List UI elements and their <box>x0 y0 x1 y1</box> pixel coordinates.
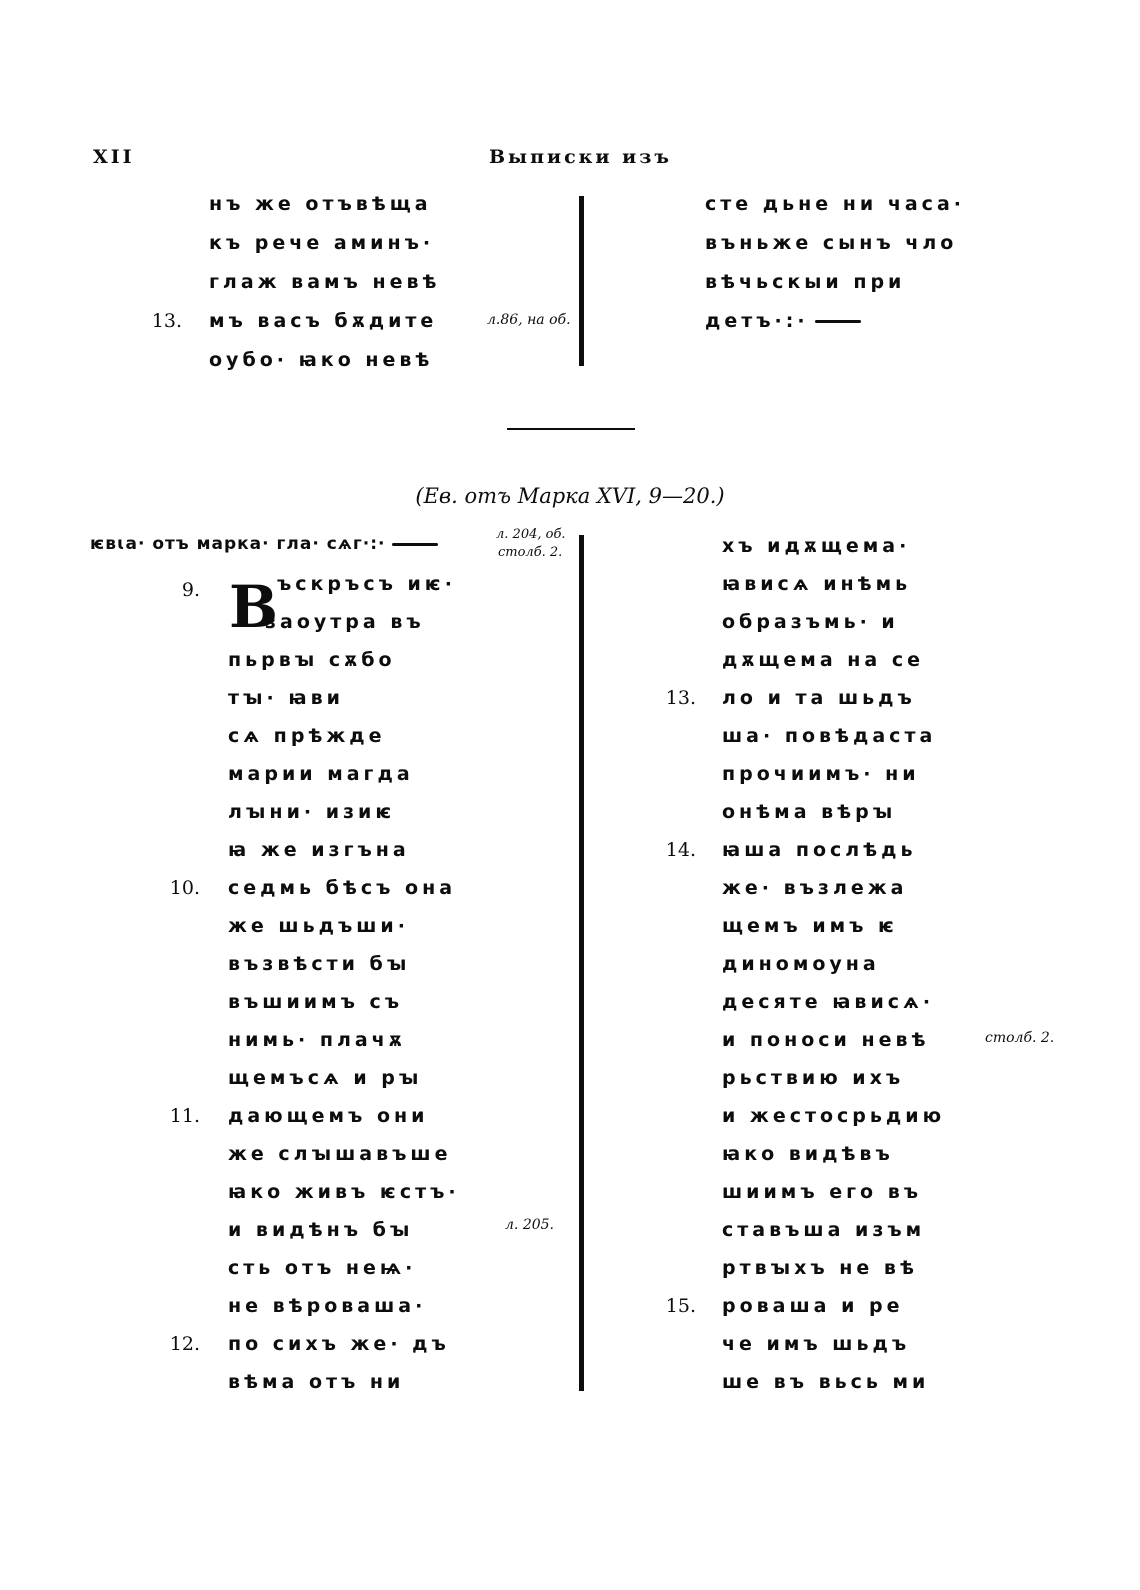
text-line: и видѣнъ бꙑ <box>228 1219 414 1241</box>
text-line: ставъша изъм <box>722 1219 926 1241</box>
text-line: же слꙑшавъше <box>228 1143 452 1165</box>
text-line: вѣма отъ ни <box>228 1371 405 1393</box>
text-line: ꙗко живъ ѥстъ· <box>228 1181 460 1203</box>
text-line: сть отъ неѩ· <box>228 1257 417 1279</box>
text-line: лꙑни· изиѥ <box>228 801 396 823</box>
verse-number: 10. <box>169 877 200 899</box>
text-line: седмь бѣсъ она <box>228 877 457 899</box>
text-line: и жестосрьдию <box>722 1105 946 1127</box>
text-line: възвѣсти бꙑ <box>228 953 411 975</box>
verse-number: 13. <box>665 687 696 709</box>
column-rule-top <box>579 196 584 366</box>
verse-number: 12. <box>169 1333 200 1355</box>
text-line: ъскръсъ иѥ· <box>277 573 456 595</box>
verse-number: 11. <box>169 1105 200 1127</box>
text-line: и поноси невѣ <box>722 1029 930 1051</box>
text-line: хъ идѫщема· <box>722 535 911 557</box>
text-line: ло и та шьдъ <box>722 687 916 709</box>
text-line: сѧ прѣжде <box>228 725 386 747</box>
text-line: дѫщема на се <box>722 649 924 671</box>
column-note: столб. 2. <box>498 545 563 560</box>
text-line: въшиимъ съ <box>228 991 404 1013</box>
verse-number: 13. <box>151 310 182 332</box>
text-line: не вѣроваша· <box>228 1295 427 1317</box>
text-line: ꙗ же изгъна <box>228 839 410 861</box>
text-line: мъ васъ бѫдите <box>209 310 438 332</box>
column-note: столб. 2. <box>985 1030 1055 1046</box>
section-divider <box>507 428 635 430</box>
text-line: детъ·:· <box>705 309 861 333</box>
text-line: щемъсѧ и рꙑ <box>228 1067 423 1089</box>
lection-heading: ѥвꙇа· отъ марка· гла· сѧг·:· <box>90 534 438 554</box>
top-left-column <box>209 192 469 372</box>
ornament-tail <box>815 320 861 323</box>
text-line: роваша и ре <box>722 1295 904 1317</box>
top-right-column <box>705 192 985 342</box>
text-line: шиимъ его въ <box>722 1181 923 1203</box>
text-line: въньже сынъ чло <box>705 232 958 254</box>
text-line: че имъ шьдъ <box>722 1333 911 1355</box>
text-line: образъмь· и <box>722 611 899 633</box>
verse-number: 9. <box>181 579 200 601</box>
ornament-tail <box>392 543 438 546</box>
text-line: нъ же отъвѣща <box>209 193 432 215</box>
folio-note: л.86, на об. <box>487 312 571 328</box>
verse-number: 15. <box>665 1295 696 1317</box>
text-line: заоутра въ <box>265 611 425 633</box>
text-line: ша· повѣдаста <box>722 725 937 747</box>
text-line: онѣма вѣрꙑ <box>722 801 897 823</box>
text-line: вѣчьскыи при <box>705 271 906 293</box>
text-line: диномоуна <box>722 953 880 975</box>
drop-cap: В <box>229 573 279 641</box>
column-rule-bottom <box>579 535 584 1391</box>
text-line: прочиимъ· ни <box>722 763 920 785</box>
text-line: пьрвꙑ сѫбо <box>228 649 396 671</box>
section-caption: (Ев. отъ Марка XVI, 9—20.) <box>415 484 725 508</box>
text-line: щемъ имъ ѥ <box>722 915 898 937</box>
text-line: по сихъ же· дъ <box>228 1333 450 1355</box>
running-title: Выписки изъ <box>489 146 672 168</box>
text-line: десяте ꙗвисѧ· <box>722 991 935 1013</box>
text-line: ртвꙑхъ не вѣ <box>722 1257 918 1279</box>
text-line: глаж вамъ невѣ <box>209 271 441 293</box>
folio-note: л. 204, об. <box>496 527 566 542</box>
text-line: рьствию ихъ <box>722 1067 905 1089</box>
text-line: же шьдъши· <box>228 915 409 937</box>
verse-number: 14. <box>665 839 696 861</box>
text-line: тꙑ· ꙗви <box>228 687 344 709</box>
text-line: къ рече аминъ· <box>209 232 435 254</box>
page-number: XII <box>93 146 135 168</box>
text-line: нимь· плачѫ <box>228 1029 406 1051</box>
text-line: сте дьне ни часа· <box>705 193 965 215</box>
text-line: ꙗша послѣдь <box>722 839 917 861</box>
text-line: оубо· ꙗко невѣ <box>209 349 434 371</box>
text-line: ше въ вьсь ми <box>722 1371 930 1393</box>
folio-note: л. 205. <box>505 1217 554 1233</box>
bottom-right-column <box>722 534 982 1394</box>
text-line: марии магда <box>228 763 414 785</box>
text-line: дающемъ они <box>228 1105 429 1127</box>
bottom-left-column <box>228 572 488 1392</box>
text-line: ꙗвисѧ инѣмь <box>722 573 912 595</box>
text-line: же· възлежа <box>722 877 908 899</box>
text-line: ꙗко видѣвъ <box>722 1143 894 1165</box>
